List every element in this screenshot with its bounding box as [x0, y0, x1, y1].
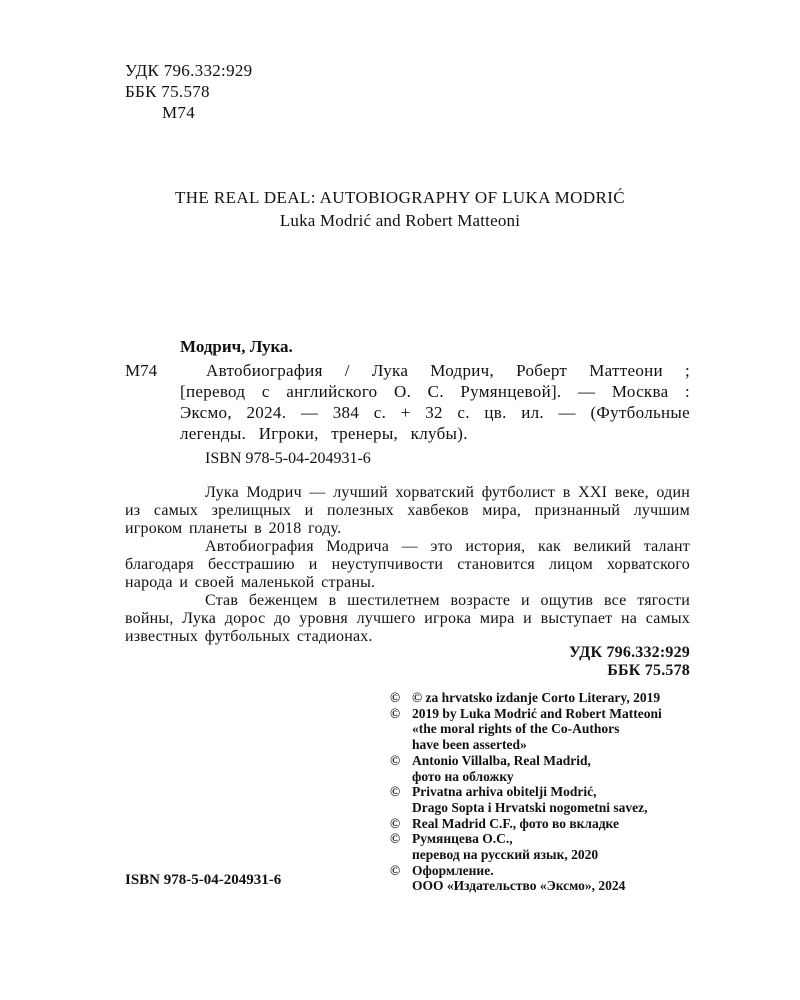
copyright-text — [412, 831, 720, 862]
copyright-symbol: © — [390, 705, 401, 721]
annotation-paragraph: Став беженцем в шестилетнем возрасте и ощутив все тягости войны, Лука дорос до уровня лучшего игрока мира и выступает на самых известных футбольных стадионах. — [125, 592, 690, 645]
copyright-line: Privatna arhiva obitelji Modrić, — [412, 784, 597, 800]
copyright-symbol: © — [390, 831, 401, 847]
copyright-line: перевод на русский язык, 2020 — [412, 847, 599, 863]
original-authors: Luka Modrić and Robert Matteoni — [279, 211, 521, 230]
copyright-item — [390, 690, 720, 706]
catalog-card — [125, 336, 690, 468]
copyright-line: Оформление. — [412, 862, 494, 878]
copyright-line: Real Madrid C.F., фото во вкладке — [412, 815, 619, 831]
copyright-item — [390, 863, 720, 894]
copyright-text — [412, 784, 720, 815]
copyright-symbol: © — [390, 784, 401, 800]
copyright-symbol: © — [390, 815, 401, 831]
classification-block-top — [125, 60, 252, 123]
copyright-symbol: © — [390, 690, 401, 705]
copyright-text — [412, 753, 720, 784]
copyright-line: фото на обложку — [412, 768, 514, 784]
copyright-item — [390, 784, 720, 815]
copyright-text — [412, 690, 720, 706]
copyright-line: Румянцева О.С., — [412, 831, 513, 847]
udk-code: УДК 796.332:929 — [125, 61, 253, 80]
bbk-code-right: ББК 75.578 — [607, 661, 690, 679]
author-sign-margin: М74 — [125, 361, 158, 380]
author-heading: Модрич, Лука. — [180, 337, 293, 356]
copyright-line: ООО «Издательство «Эксмо», 2024 — [412, 878, 626, 894]
isbn-line: ISBN 978-5-04-204931-6 — [205, 450, 371, 467]
copyright-line: 2019 by Luka Modrić and Robert Matteoni — [412, 705, 662, 721]
bbk-code: ББК 75.578 — [125, 82, 210, 101]
annotation-paragraph: Лука Модрич — лучший хорватский футболист в XXI веке, один из самых зрелищных и полезных хавбеков мира, признанный лучшим игроком планеты в 2018 году. — [125, 484, 690, 537]
annotation-paragraph: Автобиография Модрича — это история, как великий талант благодаря бесстрашию и неуступчивости становится лицом хорватского народа и своей маленькой страны. — [125, 538, 690, 591]
isbn-bottom: ISBN 978-5-04-204931-6 — [125, 872, 282, 888]
copyright-line: © za hrvatsko izdanje Corto Literary, 2019 — [412, 690, 661, 705]
copyright-line: have been asserted» — [412, 737, 527, 753]
udk-code-right: УДК 796.332:929 — [568, 644, 690, 661]
classification-block-right — [125, 644, 690, 679]
copyright-text — [412, 706, 720, 753]
copyright-symbol: © — [390, 752, 401, 768]
original-title: THE REAL DEAL: AUTOBIOGRAPHY OF LUKA MODRIĆ — [174, 188, 626, 207]
copyright-item — [390, 706, 720, 753]
annotation-block — [125, 484, 690, 646]
copyright-symbol: © — [390, 862, 401, 878]
catalog-entry — [125, 360, 690, 444]
copyright-item — [390, 831, 720, 862]
copyright-line: «the moral rights of the Co-Authors — [412, 721, 620, 737]
copyright-block — [390, 690, 720, 894]
copyright-text — [412, 863, 720, 894]
copyright-line: Antonio Villalba, Real Madrid, — [412, 752, 591, 768]
copyright-item — [390, 753, 720, 784]
author-sign: М74 — [162, 103, 196, 122]
copyright-line: Drago Sopta i Hrvatski nogometni savez, — [412, 799, 648, 815]
copyright-text — [412, 816, 720, 832]
original-title-block — [0, 188, 800, 231]
bibliographic-description: Автобиография / Лука Модрич, Роберт Маттеони ; [перевод с английского О. С. Румянцевой]. — Москва : Эксмо, 2024. — 384 с. + 32 с. цв. ил. — (Футбольные легенды. Игроки, тренеры, клубы). — [180, 361, 690, 443]
copyright-item — [390, 816, 720, 832]
